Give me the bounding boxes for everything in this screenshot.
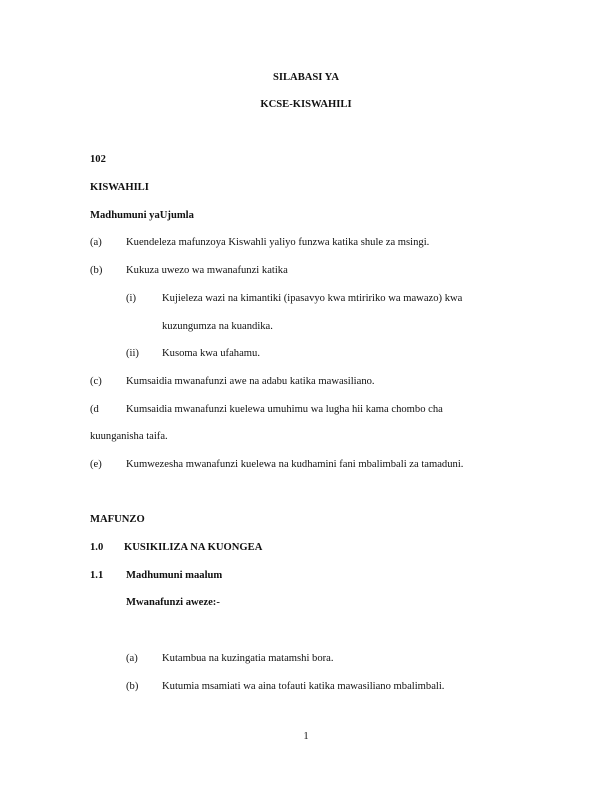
objective-label-d: (d — [90, 404, 99, 415]
mafunzo-heading: MAFUNZO — [90, 514, 145, 525]
objective-label-c: (c) — [90, 376, 102, 387]
title-line-1: SILABASI YA — [272, 72, 340, 83]
subitem-text-ii: Kusoma kwa ufahamu. — [162, 348, 260, 359]
objective-text-d: Kumsaidia mwanafunzi kuelewa umuhimu wa lugha hii kama chombo cha — [126, 404, 443, 415]
subitem-label-ii: (ii) — [126, 348, 139, 359]
page-number: 1 — [303, 731, 309, 742]
objective-text-b: Kukuza uwezo wa mwanafunzi katika — [126, 265, 288, 276]
objective-label-b: (b) — [90, 265, 103, 276]
mafunzo-label-a: (a) — [126, 653, 138, 664]
section-number: 1.0 — [90, 542, 104, 553]
learner-lead: Mwanafunzi aweze:- — [126, 597, 220, 608]
objective-text-c: Kumsaidia mwanafunzi awe na adabu katika mawasiliano. — [126, 376, 375, 387]
section-title: KUSIKILIZA NA KUONGEA — [124, 542, 263, 553]
subitem-text-i: Kujieleza wazi na kimantiki (ipasavyo kwa mtiririko wa mawazo) kwa — [162, 293, 463, 304]
mafunzo-text-b: Kutumia msamiati wa aina tofauti katika mawasiliano mbalimbali. — [162, 681, 445, 692]
objective-text-e: Kumwezesha mwanafunzi kuelewa na kudhamini fani mbalimbali za tamaduni. — [126, 459, 464, 470]
objectives-heading: Madhumuni yaUjumla — [90, 210, 194, 221]
mafunzo-text-a: Kutambua na kuzingatia matamshi bora. — [162, 653, 334, 664]
subitem-text-i-continuation: kuzungumza na kuandika. — [162, 321, 273, 332]
objective-text-a: Kuendeleza mafunzoya Kiswahli yaliyo funzwa katika shule za msingi. — [126, 237, 430, 248]
subject-code: 102 — [90, 154, 106, 165]
objective-text-d-continuation: kuunganisha taifa. — [90, 431, 168, 442]
subsection-number: 1.1 — [90, 570, 104, 581]
subject-name: KISWAHILI — [90, 182, 149, 193]
objective-label-a: (a) — [90, 237, 102, 248]
subitem-label-i: (i) — [126, 293, 136, 304]
title-line-2: KCSE-KISWAHILI — [260, 99, 352, 110]
objective-label-e: (e) — [90, 459, 102, 470]
subsection-title: Madhumuni maalum — [126, 570, 223, 581]
mafunzo-label-b: (b) — [126, 681, 139, 692]
